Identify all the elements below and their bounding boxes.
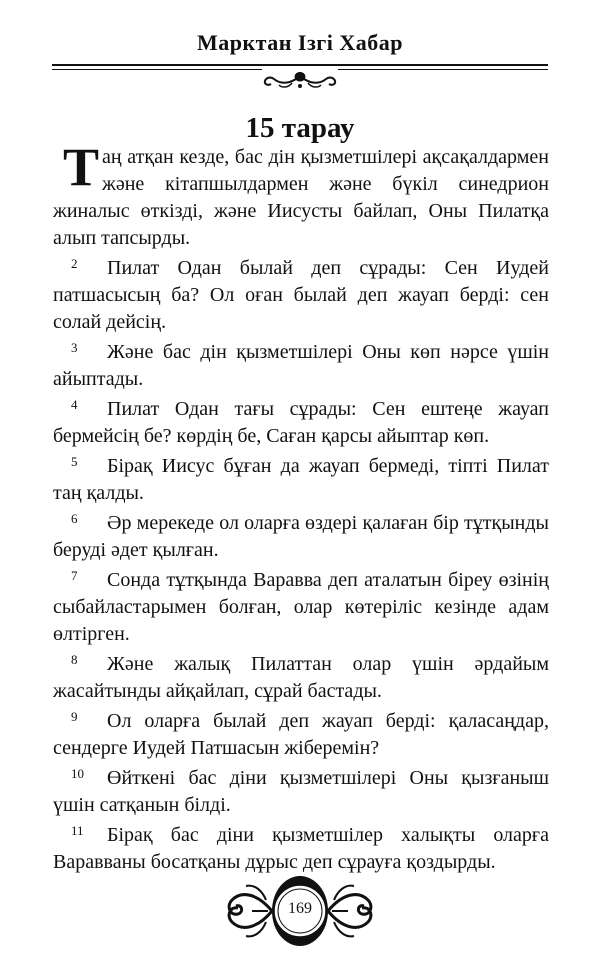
- verse-3: [53, 339, 549, 393]
- verse-number: 3: [71, 340, 78, 355]
- verse-2: [53, 255, 549, 336]
- verse-number: 5: [71, 454, 78, 469]
- verse-number: 4: [71, 397, 78, 412]
- drop-cap: Т: [63, 137, 100, 197]
- verse-text: Және жалық Пилаттан олар үшін әрдайым жасайтынды айқайлап, сұрай бастады.: [53, 653, 549, 702]
- verse-number: 2: [71, 256, 78, 271]
- header-ornament: [262, 68, 338, 90]
- verse-number: 7: [71, 568, 78, 583]
- chapter-text: [53, 137, 549, 879]
- verse-number: 6: [71, 511, 78, 526]
- verse-4: [53, 396, 549, 450]
- verse-11: [53, 822, 549, 876]
- verse-number: 8: [71, 652, 78, 667]
- running-title: Марктан Ізгі Хабар: [196, 30, 404, 55]
- chapter-title: 15 тарау: [245, 112, 355, 144]
- verse-1: [53, 137, 549, 252]
- verse-number: 11: [71, 823, 84, 838]
- verse-text: Ол оларға былай деп жауап берді: қаласаңдар, сендерге Иудей Патшасын жіберемін?: [53, 710, 549, 759]
- verse-5: [53, 453, 549, 507]
- verse-8: [53, 651, 549, 705]
- verse-number: 10: [71, 766, 84, 781]
- verse-10: [53, 765, 549, 819]
- verse-text: Өйткені бас діни қызметшілері Оны қызғаныш үшін сатқанын білді.: [53, 767, 549, 816]
- verse-text: Сонда тұтқында Варавва деп аталатын біреу өзінің сыбайластарымен болған, олар көтеріліс кезінде адам өлтірген.: [53, 569, 549, 645]
- page-number: 169: [288, 900, 312, 917]
- verse-number: 9: [71, 709, 78, 724]
- verse-text: Бірақ Иисус бұған да жауап бермеді, тіпті Пилат таң қалды.: [53, 455, 549, 504]
- verse-text: Пилат Одан тағы сұрады: Сен ештеңе жауап бермейсің бе? көрдің бе, Саған қарсы айыптар көп.: [53, 398, 549, 447]
- verse-text: Әр мерекеде ол оларға өздері қалаған бір тұтқынды беруді әдет қылған.: [53, 512, 549, 561]
- verse-9: [53, 708, 549, 762]
- verse-6: [53, 510, 549, 564]
- verse-text: Және бас дін қызметшілері Оны көп нәрсе үшін айыптады.: [53, 341, 549, 390]
- verse-text: аң атқан кезде, бас дін қызметшілері ақсақалдармен және кітапшылдармен және бүкіл синедрион жиналыс өткізді, және Иисусты байлап, Оны Пилатқа алып тапсырды.: [53, 146, 549, 249]
- verse-text: Пилат Одан былай деп сұрады: Сен Иудей патшасысың ба? Ол оған былай деп жауап берді: сен солай дейсің.: [53, 257, 549, 333]
- verse-text: Бірақ бас діни қызметшілер халықты оларға Варавваны босатқаны дұрыс деп сұрауға қоздырды.: [53, 824, 549, 873]
- verse-7: [53, 567, 549, 648]
